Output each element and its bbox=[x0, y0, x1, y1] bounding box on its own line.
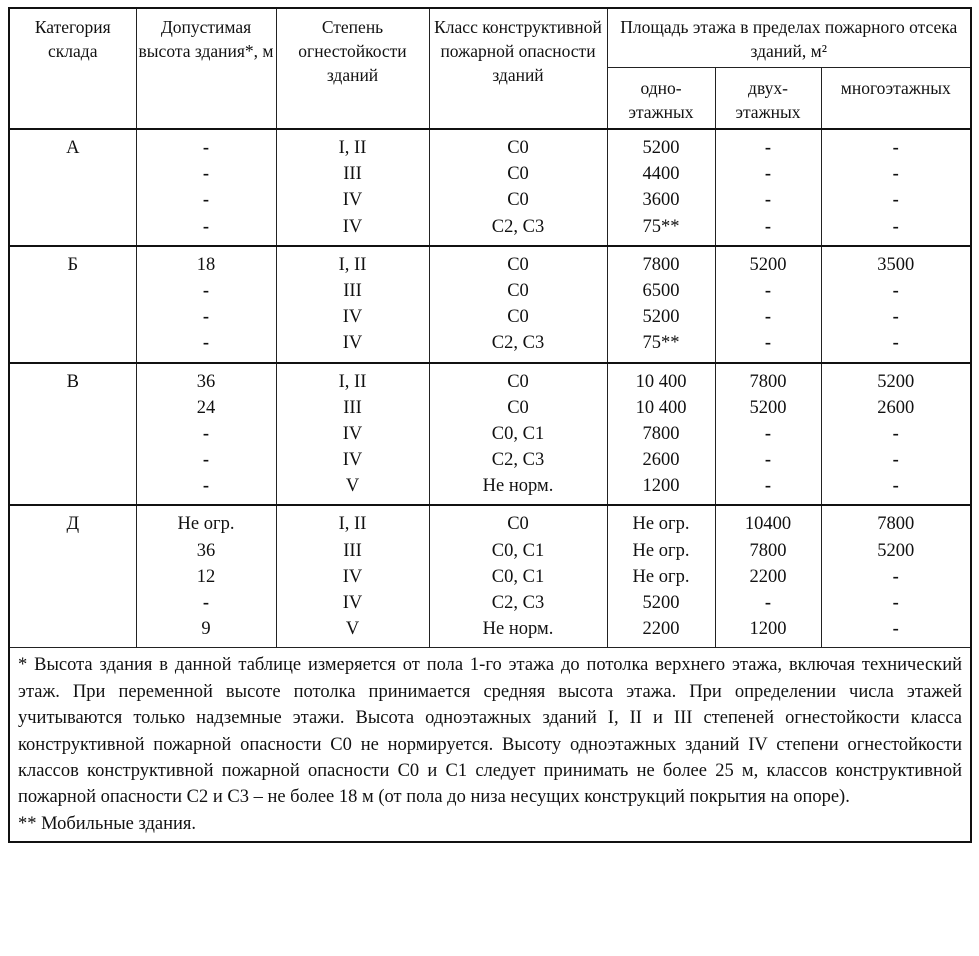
cell-value: - bbox=[202, 593, 210, 613]
cell-value: Не норм. bbox=[482, 619, 554, 640]
cell-value: С0 bbox=[507, 190, 529, 211]
cell-value: - bbox=[892, 216, 899, 237]
cell-area-two bbox=[715, 246, 821, 363]
cell-value: - bbox=[764, 333, 772, 354]
table-row bbox=[9, 505, 971, 647]
cell-value: - bbox=[892, 190, 899, 211]
cell-value: 7800 bbox=[749, 540, 787, 561]
cell-value: С0, С1 bbox=[491, 566, 545, 587]
cell-value: С0 bbox=[507, 397, 529, 418]
cell-value: 18 bbox=[196, 254, 216, 275]
cell-value: - bbox=[892, 280, 899, 301]
header-area-two-storey: двух-этажных bbox=[715, 68, 821, 130]
cell-value: - bbox=[764, 476, 772, 497]
cell-class bbox=[429, 363, 607, 506]
cell-value: - bbox=[764, 138, 772, 158]
cell-value: - bbox=[202, 423, 210, 444]
cell-value: V bbox=[345, 619, 360, 640]
cell-value: 2600 bbox=[642, 450, 680, 471]
document bbox=[8, 7, 974, 843]
cell-value: - bbox=[892, 164, 899, 185]
cell-value: 5200 bbox=[642, 593, 680, 613]
category-label: Д bbox=[66, 514, 80, 535]
cell-value: С0 bbox=[507, 371, 529, 392]
cell-value: С0 bbox=[507, 164, 529, 185]
table-row bbox=[9, 246, 971, 363]
cell-value: - bbox=[892, 476, 899, 497]
cell-value: 75** bbox=[642, 216, 680, 237]
header-area-multi-storey: многоэтажных bbox=[821, 68, 971, 130]
cell-value: V bbox=[345, 476, 360, 497]
cell-value: - bbox=[202, 476, 210, 497]
cell-value: - bbox=[892, 619, 899, 640]
cell-value: 7800 bbox=[642, 423, 680, 444]
cell-class bbox=[429, 505, 607, 647]
cell-value: - bbox=[202, 138, 210, 158]
cell-value: 10 400 bbox=[635, 397, 687, 418]
cell-value: III bbox=[343, 397, 362, 418]
category-group bbox=[9, 363, 971, 506]
cell-value: IV bbox=[342, 593, 363, 613]
cell-value: 5200 bbox=[642, 307, 680, 328]
header-category: Категория склада bbox=[9, 8, 136, 129]
cell-degree bbox=[276, 505, 429, 647]
cell-height bbox=[136, 246, 276, 363]
cell-value: IV bbox=[342, 216, 363, 237]
warehouse-fire-table bbox=[8, 7, 972, 843]
cell-value: IV bbox=[342, 450, 363, 471]
footnote-height: * Высота здания в данной таблице измеряется от пола 1-го этажа до потолка верхнего этажа, включая технический этаж. При переменной высоте потолка принимается средняя высота этажа. При определении числа этажей учитываются только надземные этажи. Высота одноэтажных зданий I, II и III степеней огнестойкости класса конструктивной пожарной опасности С0 не нормируется. Высоту одноэтажных зданий IV степени огнестойкости классов конструктивной пожарной опасности С0 и С1 следует принимать не более 25 м, классов конструктивной пожарной опасности С2 и С3 – не более 18 м (от пола до низа несущих конструкций покрытия на опоре). bbox=[18, 655, 963, 808]
category-group bbox=[9, 129, 971, 246]
header-area-one-storey: одно-этажных bbox=[607, 68, 715, 130]
cell-value: 2200 bbox=[642, 619, 680, 640]
cell-value: - bbox=[202, 450, 210, 471]
cell-value: IV bbox=[342, 190, 363, 211]
footnote-mobile: ** Мобильные здания. bbox=[18, 813, 197, 834]
table-header bbox=[9, 8, 971, 129]
footnote-cell bbox=[9, 648, 971, 842]
table-row bbox=[9, 363, 971, 506]
cell-class bbox=[429, 246, 607, 363]
cell-value: - bbox=[764, 307, 772, 328]
cell-degree bbox=[276, 129, 429, 246]
cell-value: - bbox=[892, 333, 899, 354]
cell-value: 5200 bbox=[877, 371, 915, 392]
cell-value: 36 bbox=[196, 371, 216, 392]
cell-value: - bbox=[764, 423, 772, 444]
cell-value: 7800 bbox=[642, 254, 680, 275]
header-fire-resistance: Степень огнестойкости зданий bbox=[276, 8, 429, 129]
footnotes bbox=[9, 648, 971, 842]
cell-category bbox=[9, 129, 136, 246]
cell-value: 36 bbox=[196, 540, 216, 561]
header-height: Допустимая высота здания*, м bbox=[136, 8, 276, 129]
cell-value: I, II bbox=[338, 254, 367, 275]
cell-value: 9 bbox=[201, 619, 211, 640]
cell-value: 5200 bbox=[642, 138, 680, 158]
cell-value: Не огр. bbox=[632, 566, 690, 587]
cell-area-multi bbox=[821, 129, 971, 246]
cell-value: С2, С3 bbox=[491, 216, 545, 237]
cell-value: - bbox=[764, 216, 772, 237]
cell-value: 10400 bbox=[744, 514, 792, 535]
header-construction-class: Класс конструктивной пожарной опасности зданий bbox=[429, 8, 607, 129]
table-row bbox=[9, 129, 971, 246]
cell-value: С0 bbox=[507, 254, 529, 275]
cell-value: - bbox=[202, 307, 210, 328]
cell-value: С0 bbox=[507, 138, 529, 158]
cell-value: - bbox=[764, 280, 772, 301]
cell-height bbox=[136, 363, 276, 506]
cell-value: - bbox=[202, 333, 210, 354]
cell-value: Не огр. bbox=[632, 540, 690, 561]
cell-value: III bbox=[343, 540, 362, 561]
cell-value: IV bbox=[342, 423, 363, 444]
cell-value: - bbox=[892, 566, 899, 587]
cell-value: - bbox=[764, 593, 772, 613]
category-label: В bbox=[66, 371, 79, 392]
cell-value: - bbox=[202, 190, 210, 211]
cell-value: 75** bbox=[642, 333, 680, 354]
cell-value: Не огр. bbox=[632, 514, 690, 535]
cell-degree bbox=[276, 363, 429, 506]
cell-value: III bbox=[343, 280, 362, 301]
cell-value: III bbox=[343, 164, 362, 185]
category-label: А bbox=[66, 138, 80, 158]
cell-value: - bbox=[892, 593, 899, 613]
cell-value: I, II bbox=[338, 514, 367, 535]
cell-value: 1200 bbox=[642, 476, 680, 497]
cell-value: 12 bbox=[196, 566, 216, 587]
cell-value: - bbox=[892, 450, 899, 471]
cell-area-multi bbox=[821, 363, 971, 506]
cell-value: IV bbox=[342, 333, 363, 354]
cell-class bbox=[429, 129, 607, 246]
cell-height bbox=[136, 505, 276, 647]
cell-value: 7800 bbox=[877, 514, 915, 535]
cell-value: 5200 bbox=[877, 540, 915, 561]
cell-area-one bbox=[607, 363, 715, 506]
cell-area-two bbox=[715, 129, 821, 246]
cell-area-two bbox=[715, 363, 821, 506]
cell-value: 24 bbox=[196, 397, 216, 418]
cell-value: I, II bbox=[338, 371, 367, 392]
header-floor-area: Площадь этажа в пределах пожарного отсека зданий, м² bbox=[607, 8, 971, 68]
cell-value: - bbox=[764, 450, 772, 471]
cell-value: Не огр. bbox=[177, 514, 235, 535]
cell-value: - bbox=[202, 164, 210, 185]
category-group bbox=[9, 505, 971, 647]
cell-value: С2, С3 bbox=[491, 593, 545, 613]
cell-height bbox=[136, 129, 276, 246]
cell-value: 5200 bbox=[749, 397, 787, 418]
cell-value: С0 bbox=[507, 307, 529, 328]
category-group bbox=[9, 246, 971, 363]
cell-area-one bbox=[607, 129, 715, 246]
category-label: Б bbox=[67, 254, 79, 275]
cell-value: 4400 bbox=[642, 164, 680, 185]
cell-value: Не норм. bbox=[482, 476, 554, 497]
cell-area-multi bbox=[821, 505, 971, 647]
cell-value: - bbox=[892, 423, 899, 444]
cell-value: С2, С3 bbox=[491, 333, 545, 354]
cell-category bbox=[9, 363, 136, 506]
cell-value: С2, С3 bbox=[491, 450, 545, 471]
cell-value: С0, С1 bbox=[491, 540, 545, 561]
cell-category bbox=[9, 246, 136, 363]
cell-value: 2200 bbox=[749, 566, 787, 587]
cell-value: IV bbox=[342, 307, 363, 328]
cell-value: - bbox=[892, 307, 899, 328]
cell-value: I, II bbox=[338, 138, 367, 158]
cell-value: С0, С1 bbox=[491, 423, 545, 444]
cell-value: IV bbox=[342, 566, 363, 587]
cell-value: 3500 bbox=[877, 254, 915, 275]
cell-area-one bbox=[607, 246, 715, 363]
cell-value: 3600 bbox=[642, 190, 680, 211]
cell-value: 2600 bbox=[877, 397, 915, 418]
cell-degree bbox=[276, 246, 429, 363]
cell-value: 1200 bbox=[749, 619, 787, 640]
cell-value: - bbox=[202, 216, 210, 237]
cell-value: - bbox=[892, 138, 899, 158]
cell-value: 6500 bbox=[642, 280, 680, 301]
cell-value: - bbox=[202, 280, 210, 301]
cell-area-two bbox=[715, 505, 821, 647]
cell-area-multi bbox=[821, 246, 971, 363]
cell-value: 7800 bbox=[749, 371, 787, 392]
cell-value: 10 400 bbox=[635, 371, 687, 392]
cell-value: - bbox=[764, 190, 772, 211]
cell-value: - bbox=[764, 164, 772, 185]
cell-value: С0 bbox=[507, 514, 529, 535]
cell-area-one bbox=[607, 505, 715, 647]
cell-value: С0 bbox=[507, 280, 529, 301]
cell-value: 5200 bbox=[749, 254, 787, 275]
cell-category bbox=[9, 505, 136, 647]
